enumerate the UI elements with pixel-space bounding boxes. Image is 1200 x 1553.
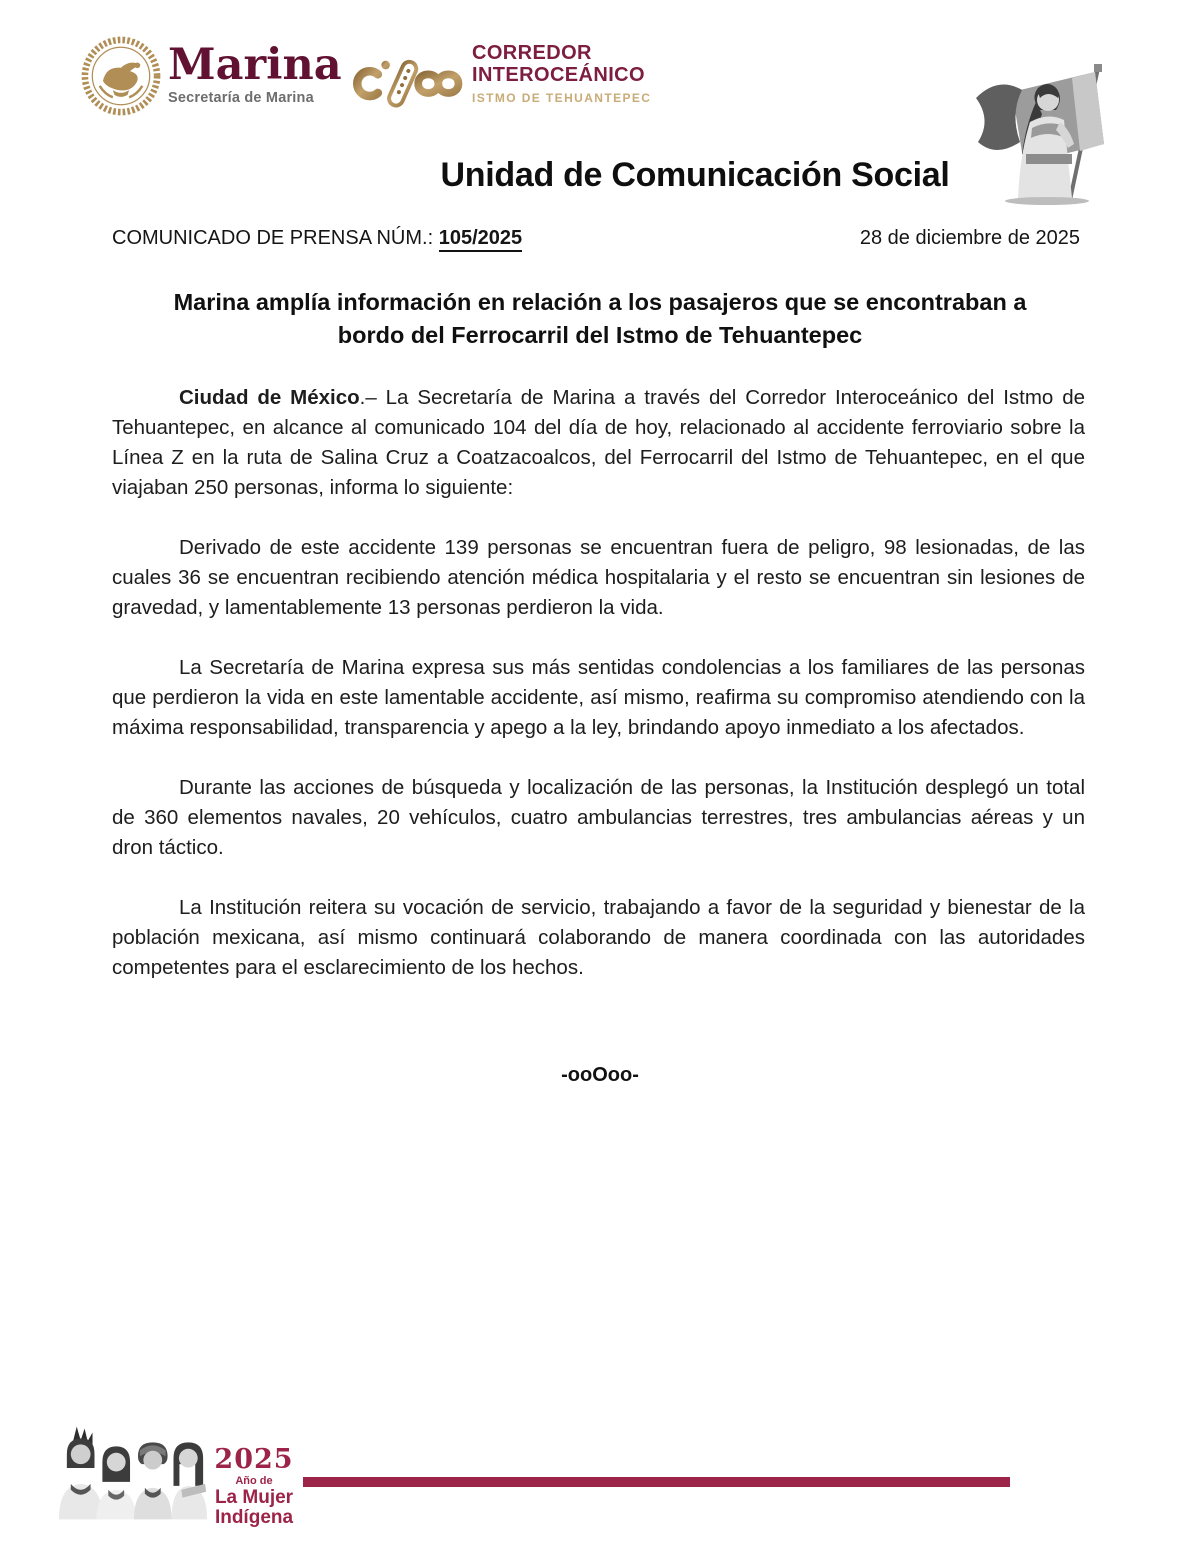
- document-title: [95, 286, 1105, 352]
- press-release-label: COMUNICADO DE PRENSA NÚM.:: [112, 227, 439, 249]
- footer-year-line2: La Mujer: [214, 1487, 294, 1508]
- marina-wordmark: Marina: [168, 40, 342, 90]
- document-title-line1: Marina amplía información en relación a los pasajeros que se encontraban a: [173, 289, 1027, 315]
- footer-year-line1: Año de: [235, 1475, 273, 1487]
- marina-logo: [168, 42, 342, 106]
- paragraph-4: Durante las acciones de búsqueda y localización de las personas, la Institución desplegó un total de 360 elementos navales, 20 vehículos, cuatro ambulancias terrestres, tres ambulancias aéreas y un dron táctico.: [112, 776, 1085, 859]
- unit-title: Unidad de Comunicación Social: [440, 156, 950, 194]
- corredor-line1: CORREDOR: [472, 42, 592, 64]
- footer-year-line3: Indígena: [214, 1507, 294, 1528]
- paragraph-1-rest: .– La Secretaría de Marina a través del Corredor Interoceánico del Istmo de Tehuantepec, en alcance al comunicado 104 del día de hoy, relacionado al accidente ferroviario sobre la Línea Z en la ruta de Salina Cruz a Coatzacoalcos, del Ferrocarril del Istmo de Tehuantepec, en el que viajaban 250 personas, informa lo siguiente:: [112, 386, 1085, 499]
- mexican-coat-of-arms-icon: [80, 34, 162, 118]
- press-release-number-line: [112, 227, 522, 250]
- footer-divider-bar: [303, 1477, 1010, 1487]
- paragraph-3: La Secretaría de Marina expresa sus más sentidas condolencias a los familiares de las personas que perdieron la vida en este lamentable accidente, así mismo, reafirma su compromiso atendiendo con la máxima responsabilidad, transparencia y apego a la ley, brindando apoyo inmediato a los afectados.: [112, 656, 1085, 739]
- press-release-number: 105/2025: [439, 227, 522, 252]
- paragraph-2: Derivado de este accidente 139 personas se encuentran fuera de peligro, 98 lesionadas, de las cuales 36 se encuentran recibiendo atención médica hospitalaria y el resto se encuentran sin lesiones de gravedad, y lamentablemente 13 personas perdieron la vida.: [112, 536, 1085, 619]
- document-title-line2: bordo del Ferrocarril del Istmo de Tehuantepec: [337, 322, 863, 348]
- press-release-date: 28 de diciembre de 2025: [859, 227, 1080, 249]
- footer-year: 2025: [214, 1444, 294, 1475]
- year-of-indigenous-woman-logo: [208, 1444, 300, 1528]
- paragraph-5: La Institución reitera su vocación de servicio, trabajando a favor de la seguridad y bienestar de la población mexicana, así mismo continuará colaborando de manera coordinada con las autoridades competentes para el esclarecimiento de los hechos.: [112, 896, 1085, 979]
- meta-row: [112, 227, 1080, 250]
- marina-subtitle: Secretaría de Marina: [168, 90, 314, 106]
- corredor-line2: INTEROCEÁNICO: [472, 64, 645, 86]
- corredor-interoceanico-logo: [472, 42, 651, 105]
- indigenous-women-image: [55, 1424, 213, 1520]
- paragraph-1-lead: Ciudad de México: [179, 386, 360, 409]
- corredor-line3: ISTMO DE TEHUANTEPEC: [472, 91, 652, 105]
- interoceanic-corridor-icon: [346, 48, 464, 110]
- document-body: [112, 383, 1085, 1013]
- closing-mark: -ooOoo-: [561, 1064, 639, 1086]
- paragraph-1: [112, 383, 1085, 503]
